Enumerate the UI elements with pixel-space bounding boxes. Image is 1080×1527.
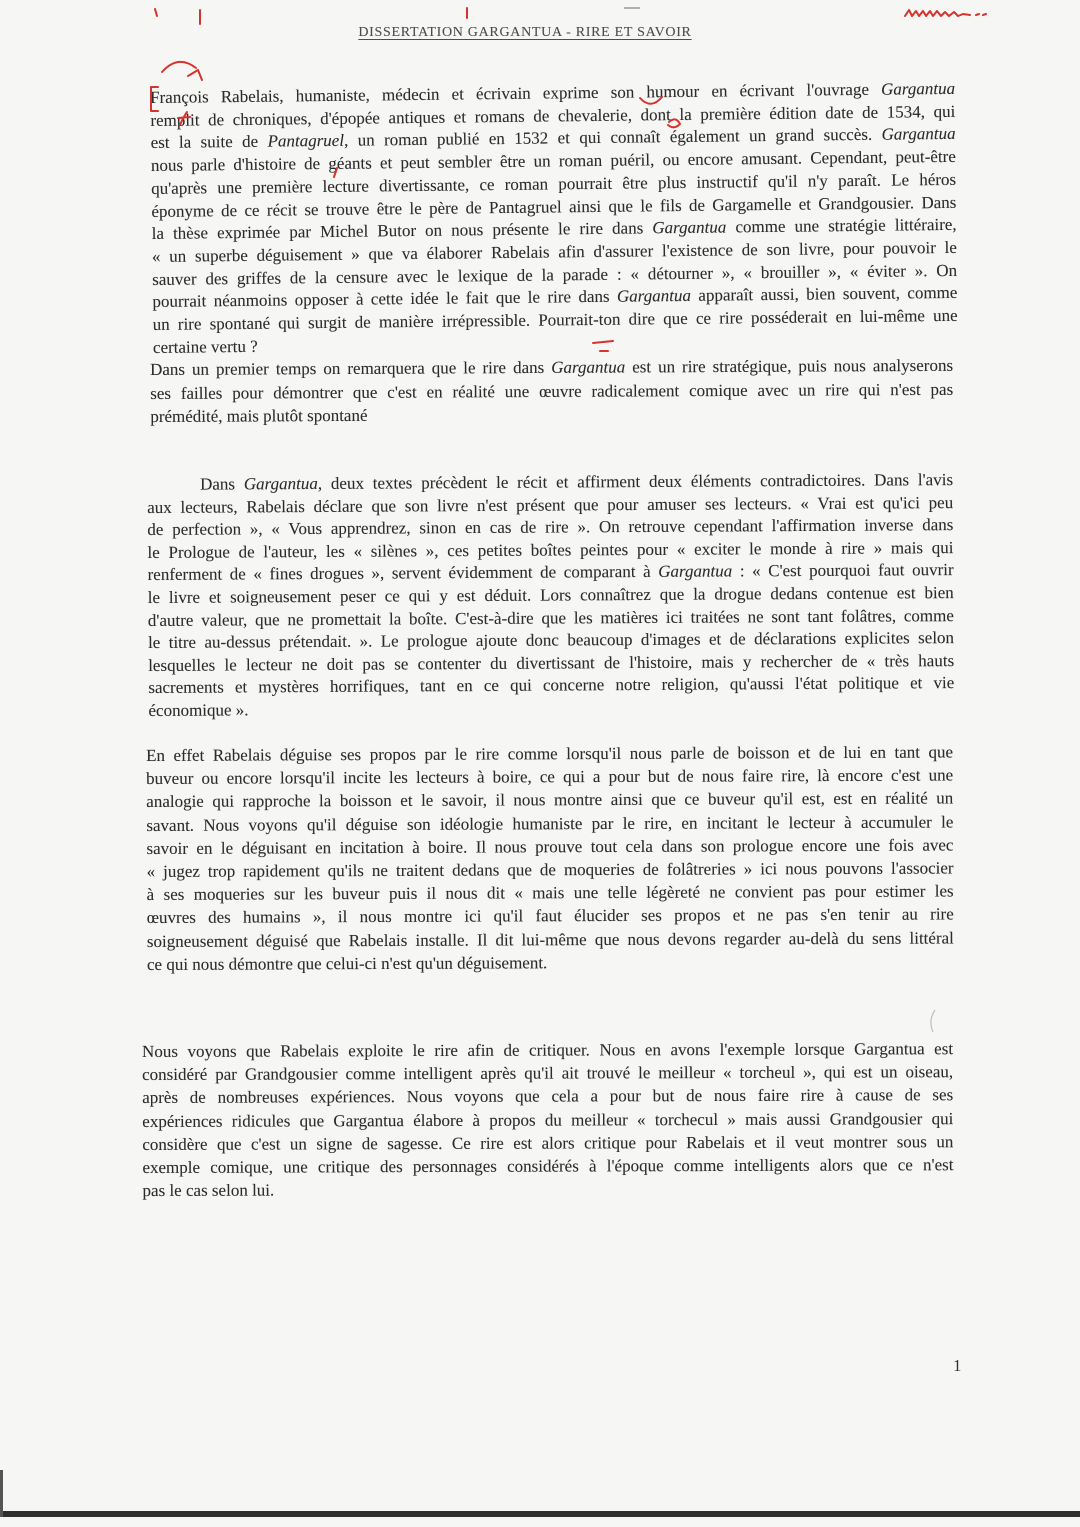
italic-title: Gargantua — [616, 286, 692, 307]
scan-edge-left — [0, 1470, 3, 1517]
text-line: Nous voyons que Rabelais exploite le rire afin de critiquer. Nous en avons l'exemple lorsque Gargantua est — [142, 1039, 954, 1061]
text-line: ce qui nous démontre que celui-ci n'est qu'un déguisement. — [146, 953, 548, 974]
text-segment: François Rabelais, humaniste, médecin et écrivain exprime son humour en écrivant l'ouvrage — [150, 79, 882, 107]
text-line: analogie qui rapproche la boisson et le savoir, il nous montre ainsi que ce buveur qu'il est, est en réalité un — [146, 788, 954, 812]
text-line: à ses moqueries sur les buveur puis il nous dit « mais une telle légèreté ne convient pas pour estimer les — [146, 881, 954, 905]
text-line: certaine vertu ? — [152, 336, 258, 357]
text-line: le livre et soigneusement peser ce qui y est déduit. Lors connaîtrez que la drogue dedans contenue est bien — [147, 583, 954, 607]
text-line: qu'après une première lecture divertissante, ce roman pourrait être plus instructif qu'il n'y paraît. Le héros — [151, 169, 957, 198]
body-paragraph-prologue — [147, 469, 955, 722]
plan-paragraph — [150, 354, 953, 429]
text-segment: la thèse exprimée par Michel Butor on nous présente le rire dans — [151, 218, 653, 244]
text-line: après de nombreuses expériences. Nous voyons que cela a pour but de nous faire rire à cause de ses — [142, 1085, 954, 1108]
text-line: expériences ridicules que Gargantua élabore à propos du meilleur « torchecul » mais aussi Grandgousier qui — [142, 1108, 954, 1131]
text-segment: renferment de « fines drogues », servent évidemment de comparant à — [147, 562, 659, 585]
body-paragraph-critique — [142, 1037, 954, 1202]
text-line: sacrements et mystères horrifiques, tant en ce qui concerne notre religion, qu'aussi l'état politique et vie — [148, 673, 955, 698]
text-line: considéré par Grandgousier comme intelligent après qu'il ait trouvé le meilleur « torcheul », qui est un oiseau, — [142, 1062, 954, 1085]
red-tick-mark — [155, 9, 157, 16]
italic-title: Gargantua — [551, 357, 626, 377]
text-line: savoir en le déguisant en incitation à boire. Il nous prouve tout cela dans son prologue encore une fois avec — [146, 835, 954, 858]
text-segment: Dans — [200, 474, 244, 494]
text-segment: apparaît aussi, bien souvent, comme — [690, 283, 958, 306]
text-line: considère que c'est un signe de sagesse. Ce rire est alors critique pour Rabelais et il veut montrer sous un — [142, 1131, 954, 1154]
text-line — [150, 354, 953, 382]
text-line: aux lecteurs, Rabelais déclare que son livre n'est présent que pour amuser ses lecteurs. « Vrai est qu'ici peu — [147, 492, 954, 517]
italic-title: Pantagruel — [267, 131, 345, 152]
text-line: En effet Rabelais déguise ses propos par le rire comme lorsqu'il nous parle de boisson et de lui en tant que — [146, 742, 954, 765]
text-line: œuvres des humains », il nous montre ici qu'il faut élucider ses propos et ne pas s'en tenir au rire — [146, 904, 954, 928]
text-line: prémédité, mais plutôt spontané — [150, 405, 368, 426]
text-line: soigneusement déguisé que Rabelais installe. Il dit lui-même que nous devons regarder au-delà du sens littéral — [146, 928, 954, 951]
italic-title: Gargantua — [243, 473, 318, 494]
introduction-paragraph — [150, 78, 958, 360]
text-segment: est un rire stratégique, puis nous analyserons — [625, 355, 954, 377]
red-handwritten-scribble — [905, 10, 986, 16]
text-segment: pourrait néanmoins opposer à cette idée le fait que le rire dans — [152, 287, 618, 312]
text-line: buveur ou encore lorsqu'il incite les lecteurs à boire, ce qui a pour but de nous faire rire, là encore c'est une — [146, 765, 954, 789]
text-segment: , deux textes précèdent le récit et affirment deux éléments contradictoires. Dans l'avis — [317, 470, 954, 493]
text-line: un rire spontané qui surgit de manière irrépressible. Pourrait-ton dire que ce rire posséderait en lui-même une — [152, 305, 958, 335]
red-curved-arrow-icon — [162, 62, 202, 80]
italic-title: Gargantua — [658, 561, 733, 582]
text-line: éponyme de ce récit se trouve être le père de Pantagruel ainsi que le fils de Gargamelle et Grandgousier. Dans — [151, 192, 957, 221]
text-line: le titre au-dessus prétendait. ». Le prologue ajoute donc beaucoup d'images et de déclarations explicites selon — [147, 628, 955, 653]
text-line: savant. Nous voyons qu'il déguise son idéologie humaniste par le rire, en incitant le lecteur à accumuler le — [146, 812, 954, 835]
text-line: « jugez trop rapidement qu'ils ne traitent dedans que de moqueries de folâtreries » ici nous pouvons l'associer — [146, 858, 954, 882]
text-line: ses failles pour démontrer que c'est en réalité une œuvre radicalement comique avec un rire qui n'est pas — [150, 379, 954, 403]
text-line: pas le cas selon lui. — [142, 1180, 275, 1201]
italic-title: Gargantua — [880, 78, 956, 99]
text-line: nous parle d'histoire de géants et peut sembler être un roman puéril, ou encore amusant. Cependant, peut-être — [150, 146, 956, 176]
text-line: d'autre valeur, que ne promettait la boîte. C'est-à-dire que les matières ici traitées ne sont tant folâtres, comme — [147, 605, 954, 630]
text-line: exemple comique, une critique des personnages considérés à l'époque comme intelligents alors que ce n'est — [142, 1155, 954, 1178]
text-segment: Dans un premier temps on remarquera que le rire dans — [150, 357, 552, 379]
text-line: remplit de chroniques, d'épopée antiques et romans de chevalerie, dont la première édition date de 1534, qui — [150, 101, 956, 130]
text-segment: est la suite de — [150, 132, 268, 153]
italic-title: Gargantua — [881, 124, 956, 145]
text-line: le Prologue de l'auteur, les « silènes », ces petites boîtes peintes pour « exciter le monde à rire » mais qui — [147, 537, 954, 562]
text-line: lesquelles le lecteur ne doit pas se contenter du divertissant de l'histoire, mais y rechercher de « très hauts — [148, 650, 955, 675]
text-line: économique ». — [148, 700, 249, 720]
document-title: DISSERTATION GARGANTUA - RIRE ET SAVOIR — [358, 25, 692, 40]
pencil-mark — [931, 1010, 935, 1032]
italic-title: Gargantua — [652, 217, 727, 238]
text-line: de perfection », « Vous apprendrez, sinon en cas de rire ». On retrouve cependant l'affirmation inverse dans — [147, 515, 954, 540]
text-line: « un superbe déguisement » que va élaborer Rabelais afin d'assurer l'existence de son livre, pour pouvoir le — [151, 237, 957, 266]
scan-edge-bottom — [0, 1511, 1080, 1517]
text-segment: comme une stratégie littéraire, — [726, 215, 957, 237]
text-segment: , un roman publié en 1532 et qui connaît également un grand succès. — [343, 125, 882, 151]
text-line: sauver des griffes de la censure avec le lexique de la parade : « détourner », « brouiller », « éviter ». On — [152, 260, 958, 289]
text-segment: : « C'est pourquoi faut ouvrir — [732, 560, 954, 581]
body-paragraph-disguise — [146, 740, 954, 976]
page-number: 1 — [953, 1356, 962, 1375]
